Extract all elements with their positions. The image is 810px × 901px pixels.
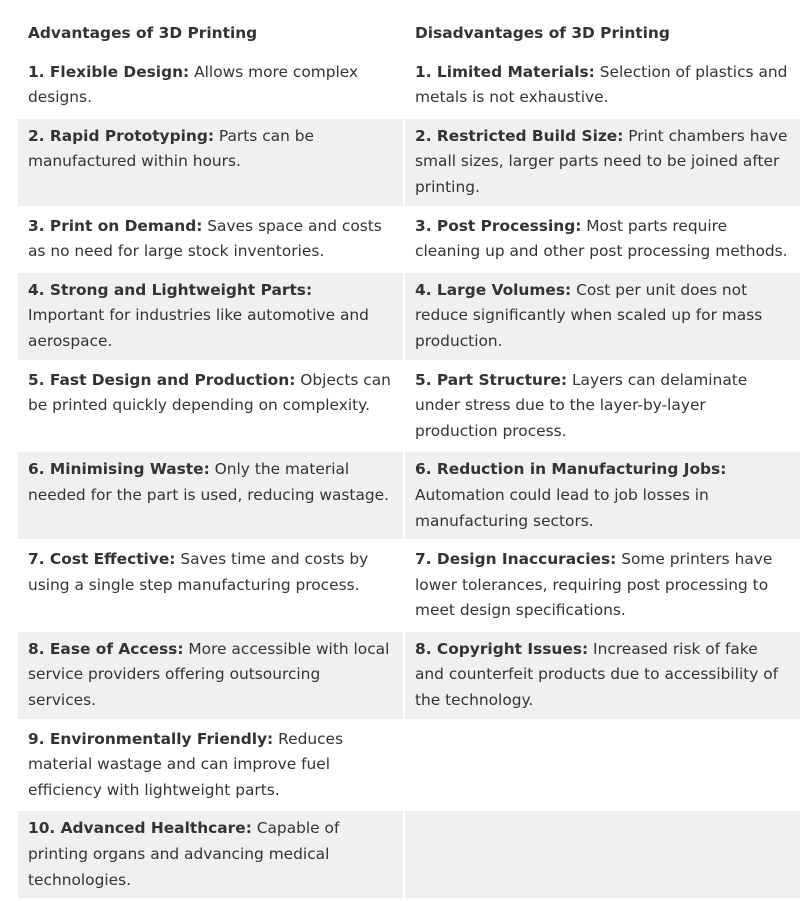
disadvantage-desc: Selection of plastics and metals is not exhaustive. [415,62,788,107]
table-row [18,273,800,360]
advantage-desc: Capable of printing organs and advancing medical technologies. [28,819,340,889]
disadvantage-term: 5. Part Structure: [415,370,568,389]
advantage-cell [18,452,403,539]
advantage-term: 2. Rapid Prototyping: [28,126,215,145]
advantage-cell [18,363,403,450]
disadvantage-cell [405,55,800,116]
table-row [18,209,800,270]
advantage-desc: More accessible with local service providers offering outsourcing services. [28,639,390,710]
header-row [18,14,800,52]
disadvantage-term: 8. Copyright Issues: [415,639,589,658]
table-row [18,119,800,206]
disadvantage-desc: Print chambers have small sizes, larger parts need to be joined after printing. [415,126,788,196]
disadvantages-header: Disadvantages of 3D Printing [415,24,670,42]
advantage-desc: Saves space and costs as no need for large stock inventories. [28,216,382,261]
table-row [18,542,800,629]
disadvantage-cell [405,119,800,206]
advantage-term: 4. Strong and Lightweight Parts: [28,280,313,299]
disadvantage-desc: Some printers have lower tolerances, requiring post processing to meet design specifications. [415,550,773,620]
advantage-desc: Reduces material wastage and can improve fuel efficiency with lightweight parts. [28,729,344,799]
advantage-term: 3. Print on Demand: [28,216,203,235]
disadvantage-term: 1. Limited Materials: [415,62,595,81]
advantage-cell [18,273,403,360]
pros-cons-table [16,11,802,901]
disadvantage-cell [405,632,800,719]
disadvantage-cell [405,363,800,450]
disadvantage-cell [405,811,800,898]
disadvantage-cell [405,452,800,539]
table-row [18,811,800,898]
advantage-desc: Saves time and costs by using a single step manufacturing process. [28,550,369,594]
table-row [18,722,800,809]
disadvantage-term: 6. Reduction in Manufacturing Jobs: [415,460,727,479]
advantage-term: 5. Fast Design and Production: [28,370,296,389]
disadvantage-cell [405,273,800,360]
disadvantage-term: 2. Restricted Build Size: [415,126,624,145]
disadvantage-desc: Automation could lead to job losses in manufacturing sectors. [415,485,709,530]
table-row [18,452,800,539]
advantage-cell [18,542,403,629]
table-row [18,55,800,116]
disadvantage-cell [405,209,800,270]
advantage-desc: Allows more complex designs. [28,62,359,107]
disadvantage-term: 7. Design Inaccuracies: [415,550,617,569]
disadvantage-desc: Increased risk of fake and counterfeit products due to accessibility of the technology. [415,639,779,710]
table-row [18,632,800,719]
disadvantage-term: 4. Large Volumes: [415,280,572,299]
advantage-cell [18,632,403,719]
advantage-cell [18,722,403,809]
advantage-cell [18,119,403,206]
advantage-term: 10. Advanced Healthcare: [28,819,252,838]
disadvantage-cell [405,542,800,629]
disadvantage-desc: Layers can delaminate under stress due to the layer-by-layer production process. [415,370,748,440]
advantage-cell [18,55,403,116]
advantage-desc: Objects can be printed quickly depending on complexity. [28,370,391,415]
advantage-term: 7. Cost Effective: [28,550,176,569]
advantage-desc: Important for industries like automotive and aerospace. [28,306,369,350]
advantage-term: 6. Minimising Waste: [28,460,210,479]
disadvantage-desc: Cost per unit does not reduce significantly when scaled up for mass production. [415,280,763,350]
advantage-cell [18,811,403,898]
advantage-cell [18,209,403,270]
advantages-header: Advantages of 3D Printing [28,24,258,42]
table-row [18,363,800,450]
advantage-term: 9. Environmentally Friendly: [28,729,274,748]
advantage-term: 1. Flexible Design: [28,62,190,81]
advantage-desc: Only the material needed for the part is used, reducing wastage. [28,460,390,504]
disadvantage-term: 3. Post Processing: [415,216,582,235]
disadvantage-desc: Most parts require cleaning up and other post processing methods. [415,216,788,261]
disadvantage-cell [405,722,800,809]
advantage-desc: Parts can be manufactured within hours. [28,126,314,171]
advantage-term: 8. Ease of Access: [28,639,184,658]
